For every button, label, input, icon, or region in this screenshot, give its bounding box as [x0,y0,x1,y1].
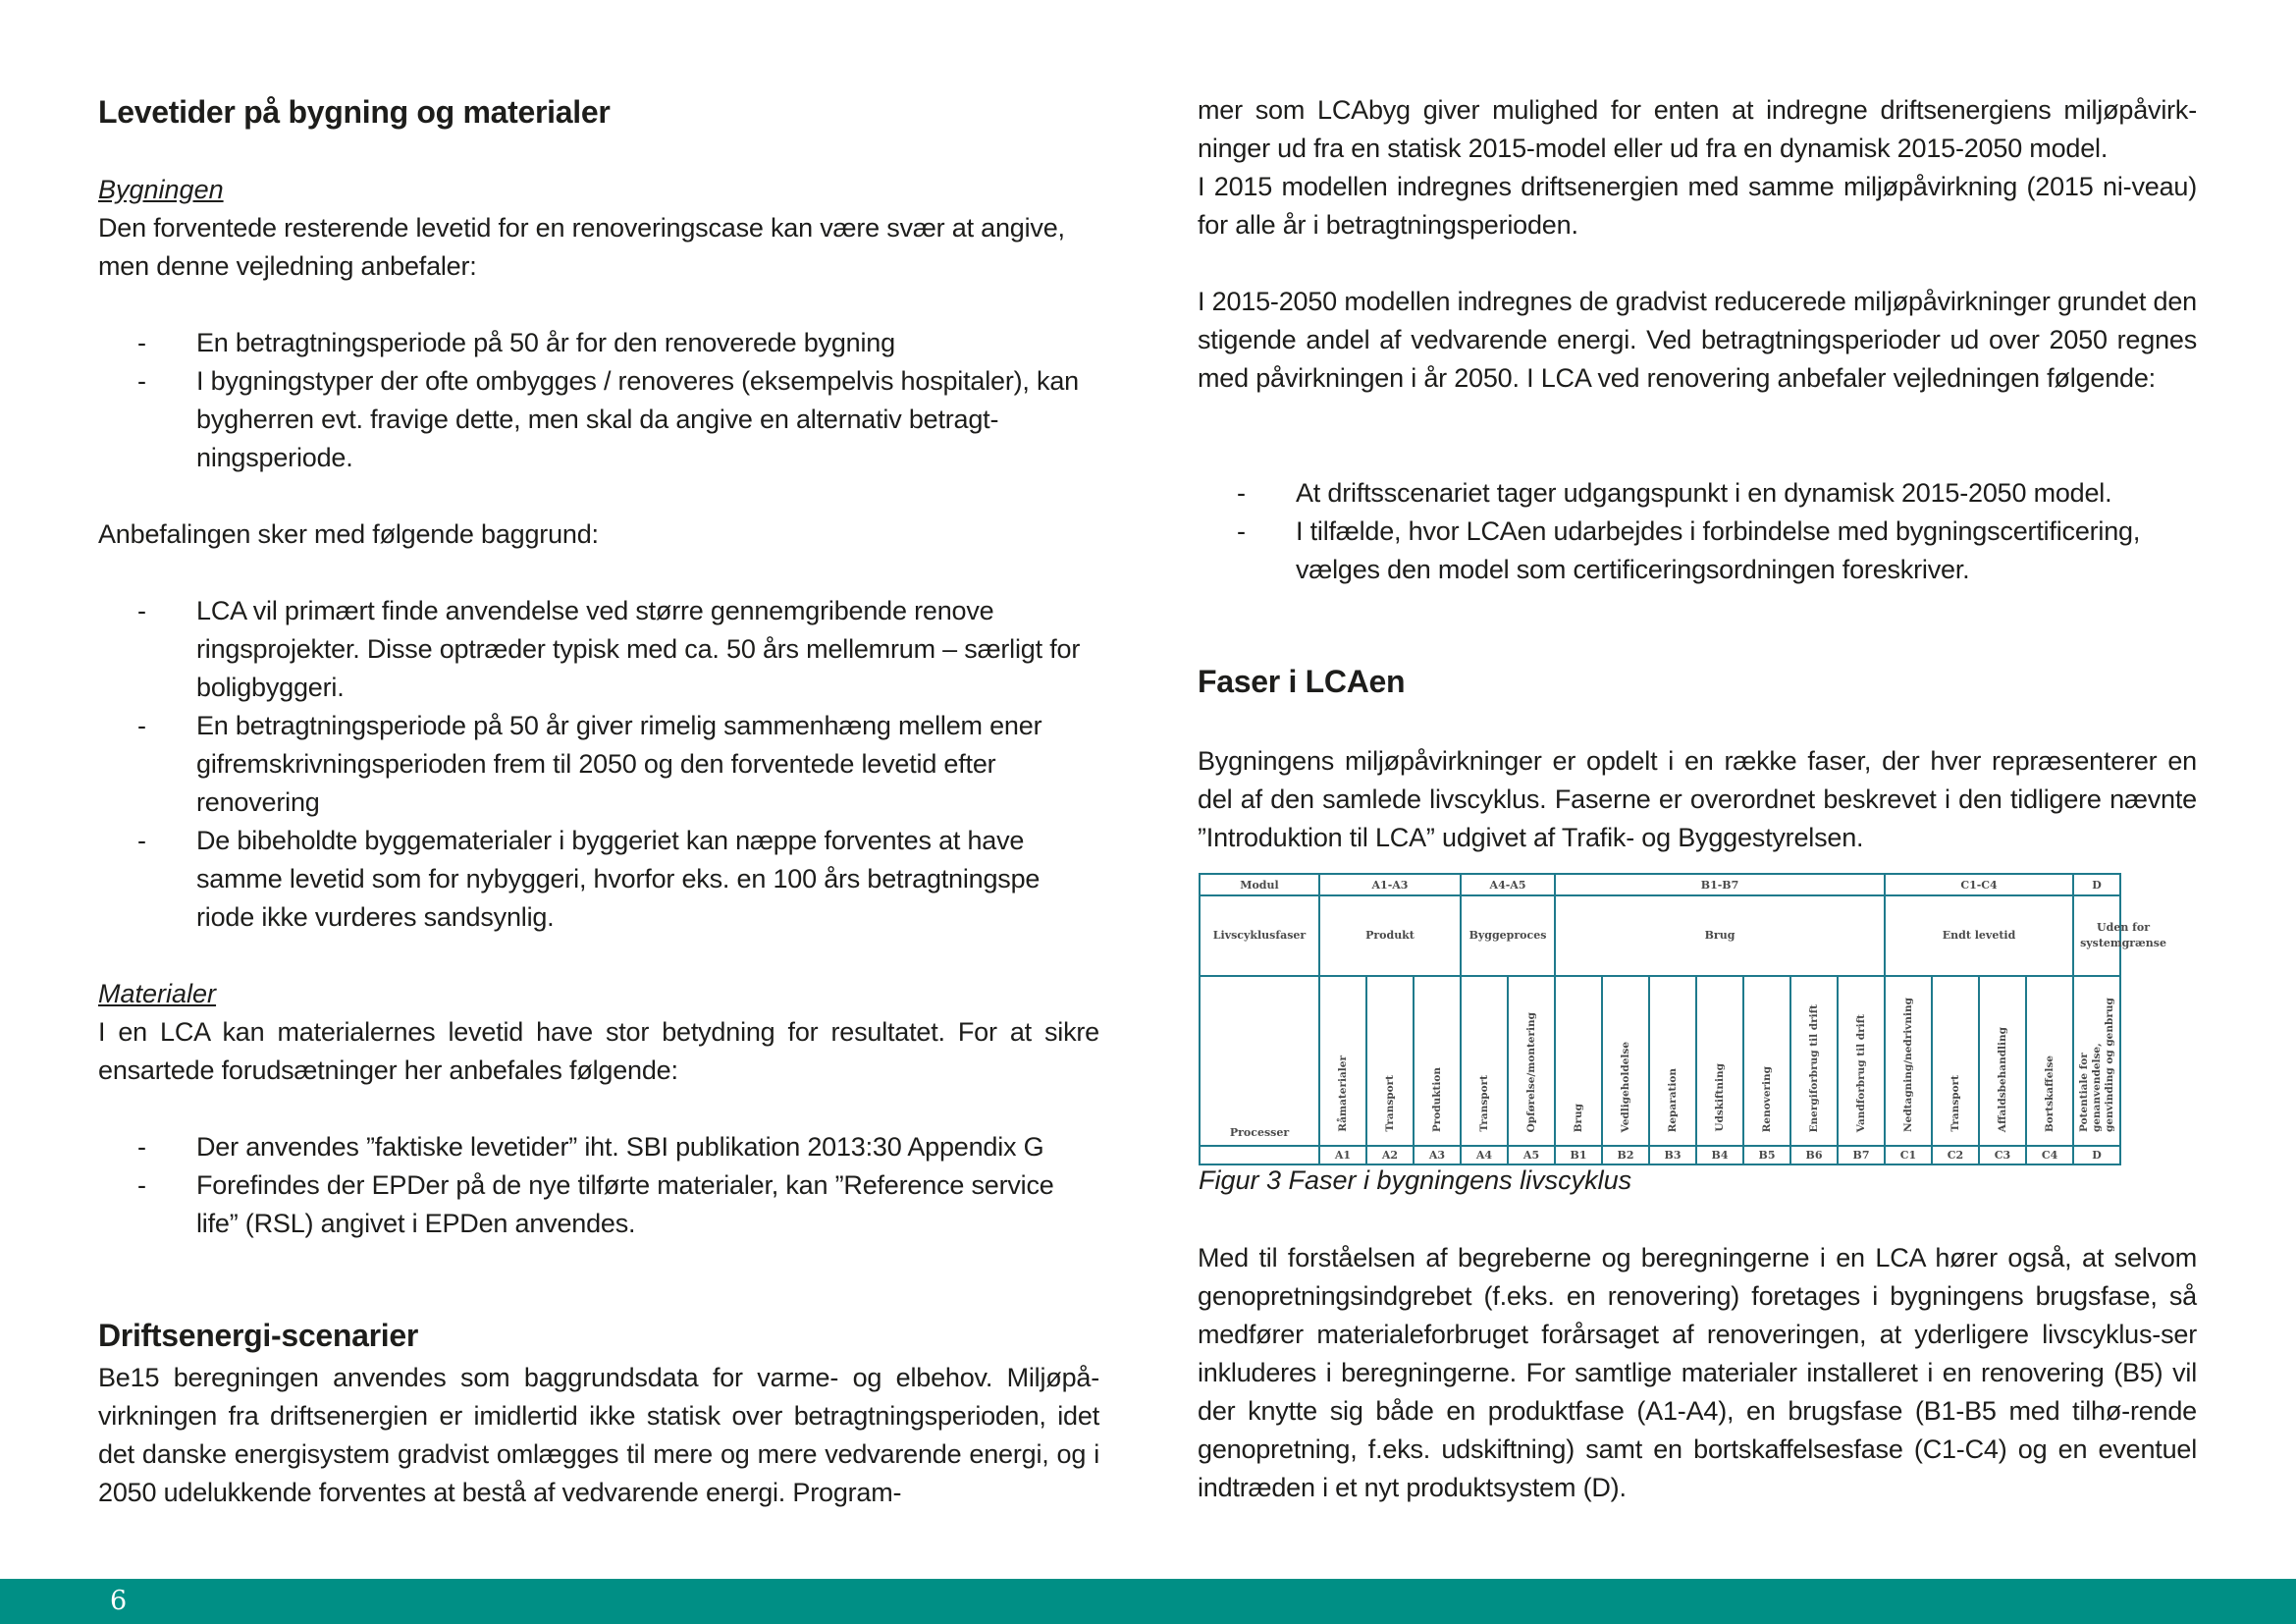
row-label-modul: Modul [1200,874,1319,895]
phase-endt-levetid: Endt levetid [1885,895,2073,976]
process-cell: Renovering [1743,976,1790,1146]
module-a4-a5: A4-A5 [1461,874,1555,895]
background-intro: Anbefalingen sker med følgende baggrund: [98,519,599,549]
code-cell: A3 [1414,1146,1461,1164]
page-number: 6 [110,1586,128,1616]
phase-produkt: Produkt [1319,895,1461,976]
phase-byggeproces: Byggeproces [1461,895,1555,976]
code-row [1200,1146,2296,1164]
module-c1-c4: C1-C4 [1885,874,2073,895]
process-cell: Vandforbrug til drift [1838,976,1885,1146]
code-cell-empty [1200,1146,1319,1164]
bygningen-recommendations [98,324,1099,477]
dash-bullet: - [137,1132,146,1162]
process-cell: Potentiale for genanvendelse, genvinding og genbrug [2073,976,2120,1146]
process-cell: Bortskaffelse [2026,976,2073,1146]
page-footer-bar [0,1579,2296,1624]
dash-bullet: - [1237,516,1246,546]
materialer-intro: I en LCA kan materialernes levetid have stor betydning for resultatet. For at sikre ensartede forudsætninger her anbefales følgende: [98,1017,1099,1085]
module-row [1200,874,2296,895]
code-cell: B5 [1743,1146,1790,1164]
code-cell: A1 [1319,1146,1366,1164]
process-cell: Råmaterialer [1319,976,1366,1146]
code-cell: B7 [1838,1146,1885,1164]
row-label-processes: Processer [1200,976,1319,1146]
heading-faser: Faser i LCAen [1198,664,1406,699]
list-item: - Der anvendes ”faktiske levetider” iht. SBI publikation 2013:30 Appendix G [98,1128,1099,1166]
code-cell: A2 [1366,1146,1414,1164]
process-cell: Transport [1461,976,1508,1146]
process-cell: Transport [1932,976,1979,1146]
lca-phases-table [1199,873,2296,1165]
list-item: - Forefindes der EPDer på de nye tilførte materialer, kan ”Reference service life” (RSL) angivet i EPDen anvendes. [98,1166,1099,1243]
code-cell: A4 [1461,1146,1508,1164]
process-cell: Affaldsbehandling [1979,976,2026,1146]
lca-phases-figure [1199,873,2192,1162]
dash-bullet: - [137,1170,146,1200]
driftsenergi-paragraph: Be15 beregningen anvendes som baggrundsdata for varme- og elbehov. Miljøpå-virkningen fra driftsenergien er imidlertid ikke statisk over betragtningsperioden, idet det danske energisystem gradvist omlægges til mere og mere vedvarende energi, og i 2050 udelukkende forventes at bestå af vedvarende energi. Program- [98,1363,1099,1507]
dash-bullet: - [137,596,146,625]
code-cell: B6 [1790,1146,1838,1164]
code-cell: B1 [1555,1146,1602,1164]
code-cell: A5 [1508,1146,1555,1164]
code-cell: B4 [1696,1146,1743,1164]
materialer-list [98,1128,1099,1243]
process-row [1200,976,2296,1146]
drift-recommendations [1198,474,2197,589]
process-cell: Energiforbrug til drift [1790,976,1838,1146]
module-a1-a3: A1-A3 [1319,874,1461,895]
faser-paragraph: Bygningens miljøpåvirkninger er opdelt i en række faser, der hver repræsenterer en del af den samlede livscyklus. Faserne er overordnet beskrevet i den tidligere nævnte ”Introduktion til LCA” udgivet af Trafik- og Byggestyrelsen. [1198,746,2197,852]
process-cell: Transport [1366,976,1414,1146]
list-item: - I tilfælde, hvor LCAen udarbejdes i forbindelse med bygningscertificering, vælges den model som certificeringsordningen foreskriver. [1198,513,2197,589]
process-cell: Udskiftning [1696,976,1743,1146]
dash-bullet: - [1237,478,1246,508]
process-cell: Reparation [1649,976,1696,1146]
closing-paragraph: Med til forståelsen af begreberne og beregningerne i en LCA hører også, at selvom genopretningsindgrebet (f.eks. en renovering) foretages i bygningens brugsfase, så medfører materialeforbruget forårsaget af renoveringen, at yderligere livscyklus-ser inkluderes i beregningerne. For samtlige materialer installeret i en renovering (B5) vil der knytte sig både en produktfase (A1-A4), en brugsfase (B1-B5 med tilhø-rende genopretning, f.eks. udskiftning) samt en bortskaffelsesfase (C1-C4) og en eventuel indtræden i et nyt produktsystem (D). [1198,1243,2197,1502]
process-cell: Vedligeholdelse [1602,976,1649,1146]
list-item: - I bygningstyper der ofte ombygges / renoveres (eksempelvis hospitaler), kan bygherren evt. fravige dette, men skal da angive en alternativ betragt-ningsperiode. [98,362,1099,477]
process-cell: Brug [1555,976,1602,1146]
dash-bullet: - [137,711,146,740]
row-label-phases: Livscyklusfaser [1200,895,1319,976]
subheading-materialer: Materialer [98,979,217,1008]
code-cell: B3 [1649,1146,1696,1164]
phase-row [1200,895,2296,976]
code-cell: D [2073,1146,2120,1164]
dash-bullet: - [137,826,146,855]
process-cell: Produktion [1414,976,1461,1146]
phase-brug: Brug [1555,895,1885,976]
background-list [98,592,1099,937]
process-cell: Nedtagning/nedrivning [1885,976,1932,1146]
continuation-paragraph: mer som LCAbyg giver mulighed for enten at indregne driftsenergiens miljøpåvirk-ninger ud fra en statisk 2015-model eller ud fra en dynamisk 2015-2050 model. [1198,95,2197,163]
figure-caption: Figur 3 Faser i bygningens livscyklus [1199,1165,1632,1195]
subheading-bygningen: Bygningen [98,175,224,204]
module-b1-b7: B1-B7 [1555,874,1885,895]
heading-levetider: Levetider på bygning og materialer [98,94,611,130]
model-2050-paragraph: I 2015-2050 modellen indregnes de gradvist reducerede miljøpåvirkninger grundet den stigende andel af vedvarende energi. Ved betragtningsperioder ud over 2050 regnes med påvirkningen i år 2050. I LCA ved renovering anbefaler vejledningen følgende: [1198,287,2197,393]
code-cell: C1 [1885,1146,1932,1164]
heading-driftsenergi: Driftsenergi-scenarier [98,1318,418,1353]
model-2015-paragraph: I 2015 modellen indregnes driftsenergien med samme miljøpåvirkning (2015 ni-veau) for alle år i betragtningsperioden. [1198,172,2197,240]
code-cell: C3 [1979,1146,2026,1164]
module-d: D [2073,874,2120,895]
process-cell: Opførelse/montering [1508,976,1555,1146]
code-cell: C2 [1932,1146,1979,1164]
code-cell: B2 [1602,1146,1649,1164]
bygningen-intro: Den forventede resterende levetid for en renoveringscase kan være svær at angive, men denne vejledning anbefaler: [98,213,1065,281]
list-item: - De bibeholdte byggematerialer i byggeriet kan næppe forventes at have samme levetid som for nybyggeri, hvorfor eks. en 100 års betragtningspe riode ikke vurderes sandsynlig. [98,822,1099,937]
list-item: - LCA vil primært finde anvendelse ved større gennemgribende renove ringsprojekter. Disse optræder typisk med ca. 50 års mellemrum – særligt for boligbyggeri. [98,592,1099,707]
phase-uden-for-systemgraense: Uden for systemgrænse [2073,895,2120,976]
list-item: - En betragtningsperiode på 50 år for den renoverede bygning [98,324,1099,362]
code-cell: C4 [2026,1146,2073,1164]
dash-bullet: - [137,366,146,396]
dash-bullet: - [137,328,146,357]
list-item: - En betragtningsperiode på 50 år giver rimelig sammenhæng mellem ener gifremskrivningsperioden frem til 2050 og den forventede levetid efter renovering [98,707,1099,822]
list-item: - At driftsscenariet tager udgangspunkt i en dynamisk 2015-2050 model. [1198,474,2197,513]
